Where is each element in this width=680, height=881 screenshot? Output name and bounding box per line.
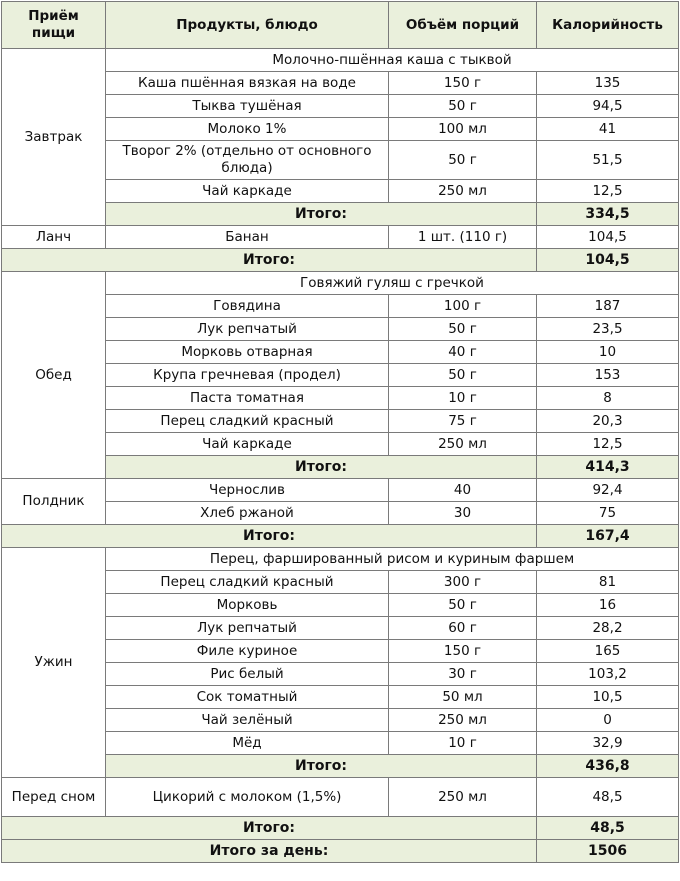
portion-cell: 250 мл <box>389 778 537 817</box>
calories-cell: 153 <box>537 364 679 387</box>
calories-cell: 81 <box>537 571 679 594</box>
product-cell: Молоко 1% <box>106 118 389 141</box>
product-cell: Паста томатная <box>106 387 389 410</box>
product-cell: Творог 2% (отдельно от основного блюда) <box>106 141 389 180</box>
product-cell: Чай зелёный <box>106 709 389 732</box>
total-value: 104,5 <box>537 249 679 272</box>
dish-name: Говяжий гуляш с гречкой <box>106 272 679 295</box>
total-label: Итого: <box>2 817 537 840</box>
product-cell: Хлеб ржаной <box>106 502 389 525</box>
product-cell: Перец сладкий красный <box>106 571 389 594</box>
total-label: Итого: <box>106 456 537 479</box>
calories-cell: 75 <box>537 502 679 525</box>
calories-cell: 16 <box>537 594 679 617</box>
product-cell: Рис белый <box>106 663 389 686</box>
portion-cell: 250 мл <box>389 180 537 203</box>
calories-cell: 32,9 <box>537 732 679 755</box>
meal-name: Завтрак <box>2 49 106 226</box>
product-cell: Морковь <box>106 594 389 617</box>
portion-cell: 30 г <box>389 663 537 686</box>
portion-cell: 1 шт. (110 г) <box>389 226 537 249</box>
meal-name: Ужин <box>2 548 106 778</box>
product-cell: Тыква тушёная <box>106 95 389 118</box>
calories-cell: 20,3 <box>537 410 679 433</box>
calories-cell: 23,5 <box>537 318 679 341</box>
portion-cell: 40 г <box>389 341 537 364</box>
portion-cell: 60 г <box>389 617 537 640</box>
portion-cell: 150 г <box>389 640 537 663</box>
portion-cell: 10 г <box>389 732 537 755</box>
portion-cell: 40 <box>389 479 537 502</box>
calories-cell: 10 <box>537 341 679 364</box>
total-row <box>2 817 679 840</box>
table-row <box>2 49 679 72</box>
portion-cell: 100 г <box>389 295 537 318</box>
calories-cell: 94,5 <box>537 95 679 118</box>
total-value: 414,3 <box>537 456 679 479</box>
product-cell: Говядина <box>106 295 389 318</box>
total-label: Итого: <box>106 203 537 226</box>
portion-cell: 300 г <box>389 571 537 594</box>
calories-cell: 103,2 <box>537 663 679 686</box>
total-label: Итого: <box>106 755 537 778</box>
portion-cell: 50 г <box>389 318 537 341</box>
total-value: 167,4 <box>537 525 679 548</box>
calories-cell: 92,4 <box>537 479 679 502</box>
product-cell: Цикорий с молоком (1,5%) <box>106 778 389 817</box>
header-meal: Приём пищи <box>2 2 106 49</box>
product-cell: Перец сладкий красный <box>106 410 389 433</box>
table-row <box>2 548 679 571</box>
product-cell: Лук репчатый <box>106 617 389 640</box>
day-total-value: 1506 <box>537 840 679 863</box>
portion-cell: 30 <box>389 502 537 525</box>
portion-cell: 50 г <box>389 95 537 118</box>
meal-name: Перед сном <box>2 778 106 817</box>
portion-cell: 250 мл <box>389 433 537 456</box>
calories-cell: 187 <box>537 295 679 318</box>
portion-cell: 50 г <box>389 594 537 617</box>
meal-plan-table <box>1 1 679 863</box>
product-cell: Банан <box>106 226 389 249</box>
portion-cell: 75 г <box>389 410 537 433</box>
portion-cell: 50 г <box>389 141 537 180</box>
header-calories: Калорийность <box>537 2 679 49</box>
calories-cell: 135 <box>537 72 679 95</box>
product-cell: Чай каркаде <box>106 433 389 456</box>
calories-cell: 28,2 <box>537 617 679 640</box>
product-cell: Филе куриное <box>106 640 389 663</box>
product-cell: Лук репчатый <box>106 318 389 341</box>
meal-name: Ланч <box>2 226 106 249</box>
calories-cell: 10,5 <box>537 686 679 709</box>
calories-cell: 104,5 <box>537 226 679 249</box>
portion-cell: 50 г <box>389 364 537 387</box>
total-value: 334,5 <box>537 203 679 226</box>
product-cell: Морковь отварная <box>106 341 389 364</box>
calories-cell: 41 <box>537 118 679 141</box>
calories-cell: 165 <box>537 640 679 663</box>
portion-cell: 150 г <box>389 72 537 95</box>
calories-cell: 12,5 <box>537 180 679 203</box>
total-row <box>2 525 679 548</box>
calories-cell: 12,5 <box>537 433 679 456</box>
meal-name: Полдник <box>2 479 106 525</box>
calories-cell: 8 <box>537 387 679 410</box>
portion-cell: 10 г <box>389 387 537 410</box>
table-row <box>2 226 679 249</box>
portion-cell: 50 мл <box>389 686 537 709</box>
header-row <box>2 2 679 49</box>
product-cell: Чай каркаде <box>106 180 389 203</box>
product-cell: Мёд <box>106 732 389 755</box>
total-label: Итого: <box>2 249 537 272</box>
total-value: 436,8 <box>537 755 679 778</box>
product-cell: Каша пшённая вязкая на воде <box>106 72 389 95</box>
day-total-label: Итого за день: <box>2 840 537 863</box>
product-cell: Сок томатный <box>106 686 389 709</box>
header-product: Продукты, блюдо <box>106 2 389 49</box>
table-row <box>2 479 679 502</box>
portion-cell: 250 мл <box>389 709 537 732</box>
portion-cell: 100 мл <box>389 118 537 141</box>
header-portion: Объём порций <box>389 2 537 49</box>
product-cell: Чернослив <box>106 479 389 502</box>
calories-cell: 48,5 <box>537 778 679 817</box>
table-row <box>2 272 679 295</box>
calories-cell: 0 <box>537 709 679 732</box>
dish-name: Перец, фаршированный рисом и куриным фаршем <box>106 548 679 571</box>
table-row <box>2 778 679 817</box>
day-total-row <box>2 840 679 863</box>
product-cell: Крупа гречневая (продел) <box>106 364 389 387</box>
total-row <box>2 249 679 272</box>
total-value: 48,5 <box>537 817 679 840</box>
meal-name: Обед <box>2 272 106 479</box>
dish-name: Молочно-пшённая каша с тыквой <box>106 49 679 72</box>
calories-cell: 51,5 <box>537 141 679 180</box>
total-label: Итого: <box>2 525 537 548</box>
